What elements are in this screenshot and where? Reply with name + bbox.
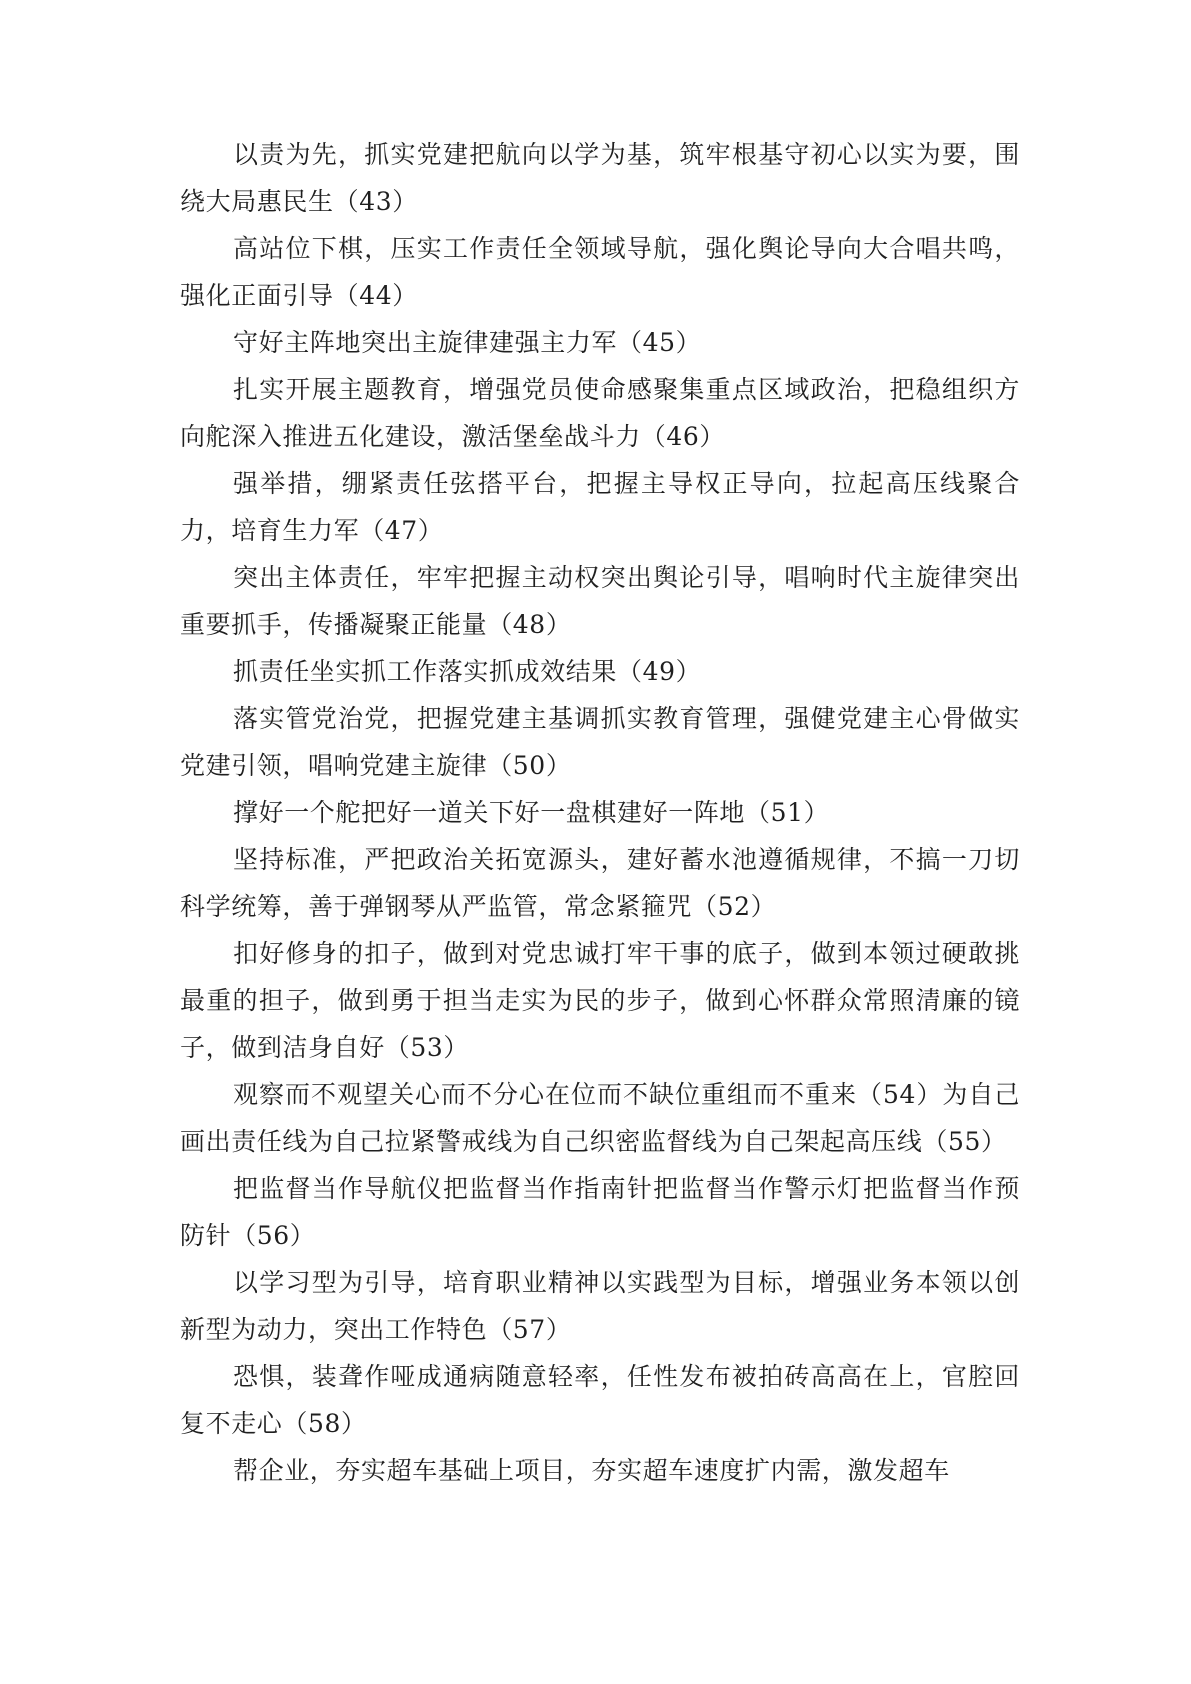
paragraph-56: 把监督当作导航仪把监督当作指南针把监督当作警示灯把监督当作预防针（56） [180,1174,1020,1250]
paragraph-57: 以学习型为引导，培育职业精神以实践型为目标，增强业务本领以创新型为动力，突出工作特色（57） [180,1268,1020,1344]
paragraph-52: 坚持标准，严把政治关拓宽源头，建好蓄水池遵循规律，不搞一刀切科学统筹，善于弹钢琴从严监管，常念紧箍咒（52） [180,845,1020,921]
paragraph-49: 抓责任坐实抓工作落实抓成效结果（49） [233,657,702,686]
paragraph-44: 高站位下棋，压实工作责任全领域导航，强化舆论导向大合唱共鸣，强化正面引导（44） [180,234,1020,310]
document-body [180,131,1020,1494]
paragraph-48: 突出主体责任，牢牢把握主动权突出舆论引导，唱响时代主旋律突出重要抓手，传播凝聚正能量（48） [180,563,1020,639]
paragraph-59-partial: 帮企业，夯实超车基础上项目，夯实超车速度扩内需，激发超车 [233,1456,950,1485]
paragraph-54-55: 观察而不观望关心而不分心在位而不缺位重组而不重来（54）为自己画出责任线为自己拉紧警戒线为自己织密监督线为自己架起高压线（55） [180,1080,1020,1156]
paragraph-47: 强举措，绷紧责任弦搭平台，把握主导权正导向，拉起高压线聚合力，培育生力军（47） [180,469,1020,545]
paragraph-51: 撑好一个舵把好一道关下好一盘棋建好一阵地（51） [233,798,830,827]
paragraph-45: 守好主阵地突出主旋律建强主力军（45） [233,328,702,357]
paragraph-53: 扣好修身的扣子，做到对党忠诚打牢干事的底子，做到本领过硬敢挑最重的担子，做到勇于担当走实为民的步子，做到心怀群众常照清廉的镜子，做到洁身自好（53） [180,939,1020,1062]
paragraph-43: 以责为先，抓实党建把航向以学为基，筑牢根基守初心以实为要，围绕大局惠民生（43） [180,140,1020,216]
paragraph-50: 落实管党治党，把握党建主基调抓实教育管理，强健党建主心骨做实党建引领，唱响党建主旋律（50） [180,704,1020,780]
paragraph-58: 恐惧，装聋作哑成通病随意轻率，任性发布被拍砖高高在上，官腔回复不走心（58） [180,1362,1020,1438]
paragraph-46: 扎实开展主题教育，增强党员使命感聚集重点区域政治，把稳组织方向舵深入推进五化建设，激活堡垒战斗力（46） [180,375,1020,451]
